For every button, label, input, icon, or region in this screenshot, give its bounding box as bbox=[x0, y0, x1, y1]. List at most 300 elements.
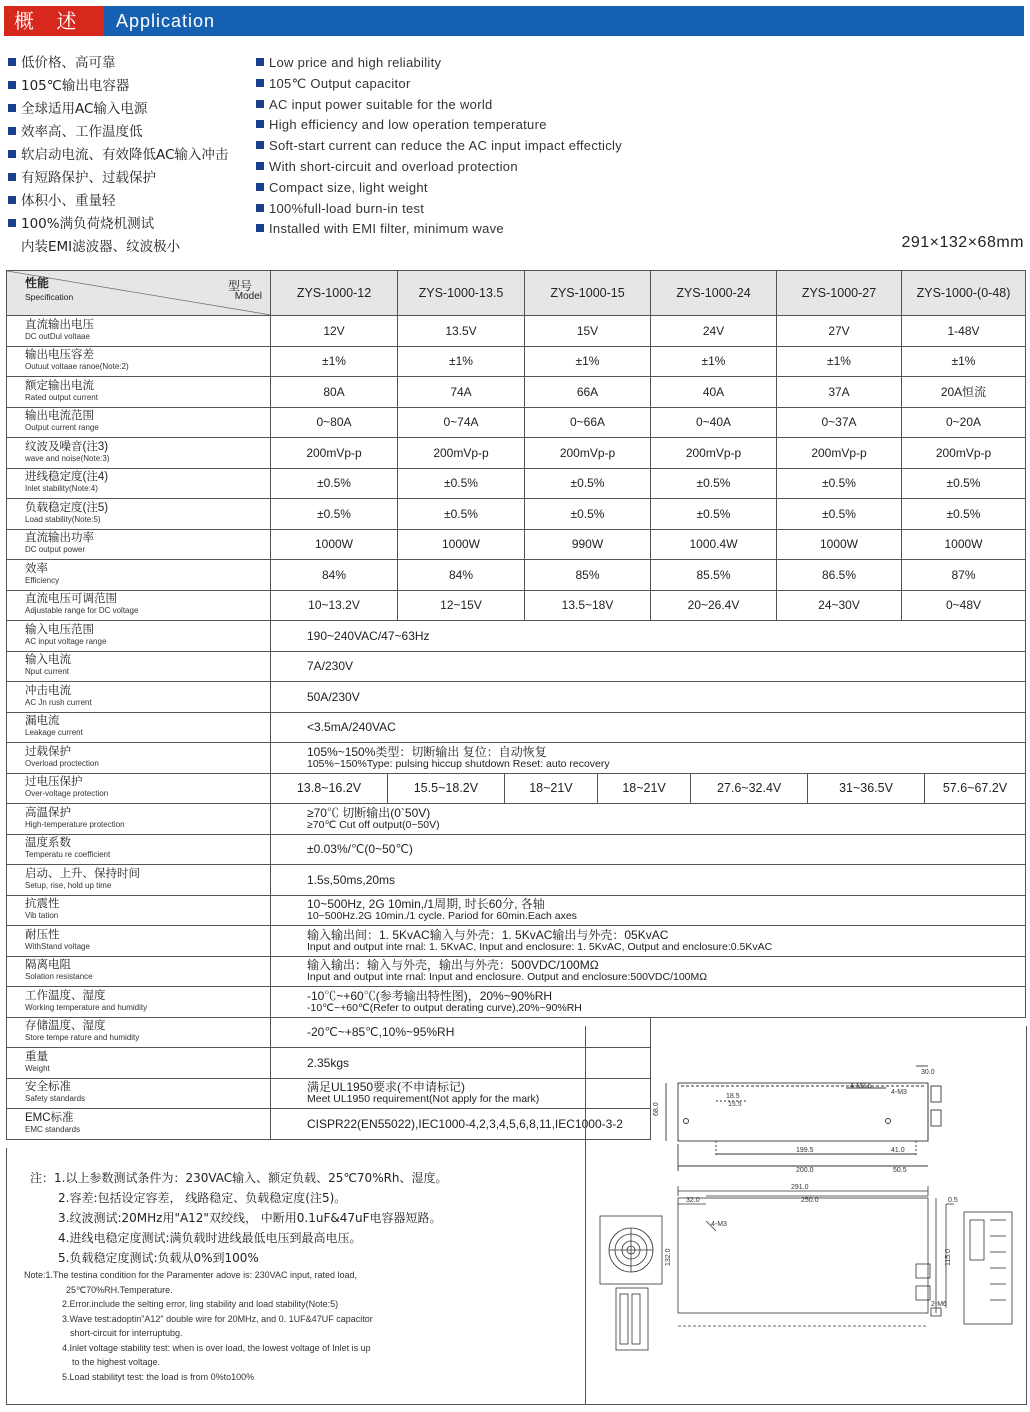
table-row bbox=[7, 621, 1026, 652]
value-cell: 24V bbox=[651, 316, 777, 347]
feature-cn-item: 全球适用AC输入电源 bbox=[8, 98, 228, 121]
svg-text:4-M3.5: 4-M3.5 bbox=[850, 1083, 872, 1090]
table-row bbox=[7, 895, 1026, 926]
front-panel-view bbox=[600, 1216, 662, 1350]
bullet-icon bbox=[8, 81, 16, 89]
value-cell: 0~74A bbox=[398, 407, 525, 438]
section-header bbox=[4, 6, 1024, 36]
value-cell: 84% bbox=[271, 560, 398, 591]
row-label bbox=[7, 1109, 271, 1140]
table-row bbox=[7, 316, 1026, 347]
svg-text:2-M6: 2-M6 bbox=[931, 1301, 947, 1308]
row-label-cn: 工作温度、湿度 bbox=[25, 989, 106, 1002]
value-cell: ±0.5% bbox=[398, 468, 525, 499]
feature-en-item: Soft-start current can reduce the AC input impact effecticly bbox=[256, 136, 622, 157]
svg-text:291.0: 291.0 bbox=[791, 1184, 809, 1191]
svg-text:132.0: 132.0 bbox=[665, 1248, 672, 1266]
row-label-en: WithStand voltage bbox=[25, 941, 90, 951]
row-label bbox=[7, 438, 271, 469]
table-row bbox=[7, 804, 1026, 835]
row-label bbox=[7, 834, 271, 865]
row-label-cn: 存储温度、湿度 bbox=[25, 1020, 106, 1033]
value-cell: ±0.5% bbox=[525, 468, 651, 499]
row-label-cn: 额定输出电流 bbox=[25, 379, 94, 392]
row-label-en: Rated output current bbox=[25, 392, 98, 402]
bullet-icon bbox=[8, 127, 16, 135]
value-cell: ±0.5% bbox=[271, 468, 398, 499]
top-view-labels bbox=[665, 1184, 958, 1308]
ovp-value-cell: 13.8~16.2V bbox=[271, 774, 388, 803]
note-en: 4.Inlet voltage stability test: when is over load, the lowest voltage of Inlet is up bbox=[62, 1342, 371, 1353]
features-en-list bbox=[256, 53, 622, 240]
notes bbox=[24, 1168, 590, 1384]
value-line: 7A/230V bbox=[307, 659, 354, 674]
row-label-en: Adjustable range for DC voltage bbox=[25, 606, 139, 616]
row-label bbox=[7, 407, 271, 438]
svg-text:0.5: 0.5 bbox=[948, 1197, 958, 1204]
ovp-value-cell: 27.6~32.4V bbox=[691, 774, 808, 803]
value-cell: 10~13.2V bbox=[271, 590, 398, 621]
row-label-en: Leakage current bbox=[25, 728, 83, 738]
value-cell: 1000W bbox=[398, 529, 525, 560]
spanned-value-cell bbox=[271, 895, 1026, 926]
row-label bbox=[7, 499, 271, 530]
value-cell: ±1% bbox=[777, 346, 902, 377]
value-line: ≥70℃ 切断输出(0`50V) bbox=[307, 805, 431, 820]
row-label bbox=[7, 468, 271, 499]
value-cell: 37A bbox=[777, 377, 902, 408]
value-cell: 0~80A bbox=[271, 407, 398, 438]
value-line: -10℃~+60℃(参考输出特性图)，20%~90%RH bbox=[307, 988, 553, 1003]
row-label-cn: 温度系数 bbox=[25, 837, 71, 850]
svg-text:68.0: 68.0 bbox=[653, 1102, 660, 1116]
row-label-en: DC output power bbox=[25, 545, 86, 555]
value-line: -20℃~+85℃,10%~95%RH bbox=[307, 1025, 455, 1040]
value-cell: 20~26.4V bbox=[651, 590, 777, 621]
row-label bbox=[7, 956, 271, 987]
value-cell: 12~15V bbox=[398, 590, 525, 621]
value-cell: 990W bbox=[525, 529, 651, 560]
value-cell: 27V bbox=[777, 316, 902, 347]
note-cn: 3.纹波测试:20MHz用"A12"双绞线， 中断用0.1uF&47uF电容器短路。 bbox=[58, 1211, 442, 1225]
model-label-en: Model bbox=[234, 291, 262, 302]
model-header: ZYS-1000-(0-48) bbox=[902, 271, 1026, 316]
table-row bbox=[7, 651, 1026, 682]
row-label bbox=[7, 1048, 271, 1079]
value-cell: 84% bbox=[398, 560, 525, 591]
value-line-en: 105%~150%Type: pulsing hiccup shutdown Reset: auto recovery bbox=[307, 757, 610, 770]
value-cell: 15V bbox=[525, 316, 651, 347]
row-label bbox=[7, 377, 271, 408]
value-cell: ±0.5% bbox=[777, 468, 902, 499]
dimension-drawing bbox=[586, 1026, 1026, 1404]
table-row bbox=[7, 529, 1026, 560]
value-cell: 13.5~18V bbox=[525, 590, 651, 621]
note-en: 2.Error.include the selting error, ling stability and load stability(Note:5) bbox=[62, 1299, 339, 1309]
row-label bbox=[7, 1017, 271, 1048]
row-label bbox=[7, 316, 271, 347]
table-row bbox=[7, 956, 1026, 987]
svg-text:115.0: 115.0 bbox=[945, 1249, 952, 1266]
spanned-value-cell bbox=[271, 987, 1026, 1018]
row-label-cn: 过电压保护 bbox=[25, 776, 83, 789]
value-cell: 1000W bbox=[902, 529, 1026, 560]
row-label-en: wave and noise(Note:3) bbox=[25, 453, 110, 463]
value-line: 10~500Hz, 2G 10min,/1周期, 时长60分, 各轴 bbox=[307, 897, 545, 912]
value-cell: 85.5% bbox=[651, 560, 777, 591]
note-en: 5.Load stabilityt test: the load is from 0%to100% bbox=[62, 1371, 255, 1382]
value-cell: 200mVp-p bbox=[271, 438, 398, 469]
table-row bbox=[7, 499, 1026, 530]
value-cell: 0~20A bbox=[902, 407, 1026, 438]
row-label bbox=[7, 987, 271, 1018]
features-cn-list bbox=[8, 52, 228, 259]
row-label-cn: 直流电压可调范围 bbox=[25, 593, 117, 606]
bullet-icon bbox=[256, 224, 264, 232]
value-line-en: Input and output inte rnal: 1. 5KvAC, Input and enclosure: 1. 5KvAC, Output and enclosure:0.5KvAC bbox=[307, 940, 773, 953]
value-cell: 12V bbox=[271, 316, 398, 347]
side-panel-view bbox=[946, 1204, 1012, 1324]
row-label bbox=[7, 926, 271, 957]
value-cell: 24~30V bbox=[777, 590, 902, 621]
table-row bbox=[7, 438, 1026, 469]
ovp-values bbox=[271, 773, 1026, 804]
value-cell: 200mVp-p bbox=[777, 438, 902, 469]
svg-text:200.0: 200.0 bbox=[796, 1167, 814, 1174]
value-line: 50A/230V bbox=[307, 689, 360, 704]
model-header: ZYS-1000-27 bbox=[777, 271, 902, 316]
value-cell: 1000.4W bbox=[651, 529, 777, 560]
feature-en-item: Compact size, light weight bbox=[256, 178, 622, 199]
value-cell: 1000W bbox=[777, 529, 902, 560]
bullet-icon bbox=[8, 104, 16, 112]
bullet-icon bbox=[256, 120, 264, 128]
value-cell: ±1% bbox=[902, 346, 1026, 377]
spanned-value-cell bbox=[271, 682, 1026, 713]
value-cell: 85% bbox=[525, 560, 651, 591]
row-label-en: EMC standards bbox=[25, 1124, 81, 1134]
row-label-en: Vib tation bbox=[25, 911, 59, 921]
feature-en-item: Installed with EMI filter, minimum wave bbox=[256, 219, 622, 240]
row-label-cn: 抗震性 bbox=[25, 898, 60, 911]
note-en: to the highest voltage. bbox=[72, 1357, 161, 1367]
value-cell: 74A bbox=[398, 377, 525, 408]
value-cell: ±1% bbox=[271, 346, 398, 377]
row-label-en: Temperatu re coefficient bbox=[25, 850, 111, 860]
value-line: 2.35kgs bbox=[307, 1055, 350, 1070]
ovp-value-cell: 18~21V bbox=[505, 774, 598, 803]
row-label-en: Nput current bbox=[25, 667, 70, 677]
spanned-value-cell bbox=[271, 712, 1026, 743]
model-header: ZYS-1000-13.5 bbox=[398, 271, 525, 316]
row-label-cn: 启动、上升、保持时间 bbox=[25, 867, 140, 880]
feature-cn-item: 有短路保护、过载保护 bbox=[8, 167, 228, 190]
spec-label-cn: 性能 bbox=[25, 276, 50, 290]
table-row bbox=[7, 712, 1026, 743]
model-label-cn: 型号 bbox=[227, 279, 252, 293]
value-cell: 200mVp-p bbox=[525, 438, 651, 469]
feature-en-item: 100%full-load burn-in test bbox=[256, 199, 622, 220]
table-row bbox=[7, 865, 1026, 896]
note-en: 25℃70%RH.Temperature. bbox=[66, 1284, 173, 1295]
row-label bbox=[7, 865, 271, 896]
bullet-icon bbox=[256, 141, 264, 149]
feature-cn-item: 体积小、重量轻 bbox=[8, 190, 228, 213]
value-line: 输入输出间：1. 5KvAC输入与外壳：1. 5KvAC输出与外壳：05KvAC bbox=[307, 927, 669, 942]
model-header: ZYS-1000-24 bbox=[651, 271, 777, 316]
row-label-en: Over-voltage protection bbox=[25, 789, 109, 799]
feature-cn-item: 低价格、高可靠 bbox=[8, 52, 228, 75]
table-row bbox=[7, 346, 1026, 377]
table-row bbox=[7, 590, 1026, 621]
row-label-en: Inlet stability(Note:4) bbox=[25, 484, 98, 494]
row-label-cn: 耐压性 bbox=[25, 928, 60, 941]
value-line: CISPR22(EN55022),IEC1000-4,2,3,4,5,6,8,11,IEC1000-3-2 bbox=[307, 1116, 623, 1131]
feature-en-item: 105℃ Output capacitor bbox=[256, 74, 622, 95]
value-cell: ±0.5% bbox=[271, 499, 398, 530]
side-view-box bbox=[666, 1066, 941, 1171]
row-label-en: Overload proctection bbox=[25, 758, 99, 768]
value-cell: ±0.5% bbox=[651, 499, 777, 530]
value-cell: 86.5% bbox=[777, 560, 902, 591]
value-line: 190~240VAC/47~63Hz bbox=[307, 628, 430, 643]
value-cell: ±0.5% bbox=[902, 468, 1026, 499]
row-label bbox=[7, 560, 271, 591]
row-label bbox=[7, 346, 271, 377]
row-label bbox=[7, 804, 271, 835]
svg-text:250.0: 250.0 bbox=[801, 1197, 819, 1204]
row-label-en: Weight bbox=[25, 1063, 50, 1073]
svg-text:4-M3: 4-M3 bbox=[891, 1089, 907, 1096]
note-cn: 2.容差:包括设定容差， 线路稳定、负载稳定度(注5)。 bbox=[58, 1191, 347, 1205]
bullet-icon bbox=[8, 173, 16, 181]
value-cell: 0~48V bbox=[902, 590, 1026, 621]
value-line: <3.5mA/240VAC bbox=[307, 720, 396, 735]
bullet-icon bbox=[256, 183, 264, 191]
model-header: ZYS-1000-12 bbox=[271, 271, 398, 316]
row-label-cn: 效率 bbox=[25, 562, 48, 575]
table-row bbox=[7, 377, 1026, 408]
table-row bbox=[7, 407, 1026, 438]
value-line: ±0.03%/℃(0~50℃) bbox=[307, 842, 413, 857]
value-line: 输入输出：输入与外壳，输出与外壳：500VDC/100MΩ bbox=[307, 958, 599, 973]
row-label-en: Load stability(Note:5) bbox=[25, 514, 101, 524]
row-label bbox=[7, 773, 271, 804]
row-label-en: Efficiency bbox=[25, 575, 60, 585]
bullet-icon bbox=[8, 219, 16, 227]
bullet-icon bbox=[256, 79, 264, 87]
svg-text:199.5: 199.5 bbox=[796, 1147, 814, 1154]
row-label-cn: EMC标准 bbox=[25, 1111, 74, 1124]
table-row bbox=[7, 468, 1026, 499]
bullet-icon bbox=[256, 100, 264, 108]
row-label-en: Safety standards bbox=[25, 1094, 86, 1104]
feature-en-item: Low price and high reliability bbox=[256, 53, 622, 74]
row-label-cn: 负载稳定度(注5) bbox=[25, 501, 109, 514]
row-label-cn: 漏电流 bbox=[25, 715, 60, 728]
table-row bbox=[7, 834, 1026, 865]
spec-table bbox=[6, 270, 1026, 1140]
drawing-box bbox=[585, 1026, 1027, 1405]
bullet-icon bbox=[256, 204, 264, 212]
row-label-cn: 输出电流范围 bbox=[25, 410, 94, 423]
value-cell: ±1% bbox=[651, 346, 777, 377]
value-cell: 200mVp-p bbox=[398, 438, 525, 469]
value-line: 满足UL1950要求(不申请标记) bbox=[307, 1080, 466, 1095]
row-label-en: High-temperature protection bbox=[25, 819, 125, 829]
value-line-en: 10~500Hz.2G 10min./1 cycle. Pariod for 60min.Each axes bbox=[307, 910, 577, 923]
table-row bbox=[7, 743, 1026, 774]
spanned-value-cell bbox=[271, 926, 1026, 957]
section-title-cn: 概 述 bbox=[4, 6, 104, 36]
row-label-cn: 隔离电阻 bbox=[25, 959, 71, 972]
row-label-cn: 直流输出功率 bbox=[25, 532, 94, 545]
feature-en-item: High efficiency and low operation temperature bbox=[256, 115, 622, 136]
spanned-value-cell bbox=[271, 804, 1026, 835]
table-row-ovp bbox=[7, 773, 1026, 804]
feature-cn-item: 内装EMI滤波器、纹波极小 bbox=[21, 239, 181, 255]
note-cn: 5.负载稳定度测试:负载从0%到100% bbox=[58, 1251, 259, 1265]
row-label-en: Store tempe rature and humidity bbox=[25, 1033, 140, 1043]
value-cell: 66A bbox=[525, 377, 651, 408]
value-line: 1.5s,50ms,20ms bbox=[307, 872, 396, 887]
row-label-en: AC input voltage range bbox=[25, 636, 107, 646]
row-label-cn: 重量 bbox=[25, 1050, 48, 1063]
ovp-value-cell: 57.6~67.2V bbox=[942, 780, 1008, 795]
table-row bbox=[7, 926, 1026, 957]
note-en: 3.Wave test:adoptin"A12" double wire for 20MHz, and 0. 1UF&47UF capacitor bbox=[62, 1313, 373, 1324]
svg-text:4-M3: 4-M3 bbox=[711, 1221, 727, 1228]
value-cell: ±0.5% bbox=[525, 499, 651, 530]
table-row bbox=[7, 560, 1026, 591]
value-cell: 1-48V bbox=[902, 316, 1026, 347]
row-label bbox=[7, 712, 271, 743]
row-label bbox=[7, 682, 271, 713]
feature-cn-item: 软启动电流、有效降低AC输入冲击 bbox=[8, 144, 228, 167]
spec-model-header bbox=[7, 271, 271, 316]
svg-text:32.0: 32.0 bbox=[686, 1197, 700, 1204]
feature-en-item: AC input power suitable for the world bbox=[256, 95, 622, 116]
value-cell: 200mVp-p bbox=[902, 438, 1026, 469]
value-cell: 0~37A bbox=[777, 407, 902, 438]
row-label-en: Working temperature and humidity bbox=[25, 1002, 148, 1012]
row-label-cn: 高温保护 bbox=[25, 806, 71, 819]
row-label-cn: 纹波及噪音(注3) bbox=[25, 440, 109, 453]
value-cell: 200mVp-p bbox=[651, 438, 777, 469]
row-label-cn: 直流输出电压 bbox=[25, 318, 94, 331]
value-line-en: Meet UL1950 requirement(Not apply for the mark) bbox=[307, 1093, 540, 1106]
spec-label-en: Specification bbox=[25, 292, 74, 302]
spanned-value-cell bbox=[271, 621, 1026, 652]
row-label bbox=[7, 529, 271, 560]
value-cell: ±0.5% bbox=[398, 499, 525, 530]
row-label bbox=[7, 590, 271, 621]
note-en: Note:1.The testina condition for the Paramenter adove is: 230VAC input, rated load, bbox=[24, 1270, 358, 1280]
value-cell: 40A bbox=[651, 377, 777, 408]
note-cn: 4.进线电稳定度测试:满负载时进线最低电压到最高电压。 bbox=[58, 1231, 362, 1245]
side-view-labels bbox=[653, 1069, 935, 1174]
svg-text:30.0: 30.0 bbox=[921, 1069, 935, 1076]
bullet-icon bbox=[8, 196, 16, 204]
value-cell: 1000W bbox=[271, 529, 398, 560]
svg-text:50.5: 50.5 bbox=[893, 1167, 907, 1174]
value-cell: 20A恒流 bbox=[902, 377, 1026, 408]
svg-text:41.0: 41.0 bbox=[891, 1147, 905, 1154]
row-label bbox=[7, 651, 271, 682]
value-cell: ±1% bbox=[525, 346, 651, 377]
row-label-en: Solation resistance bbox=[25, 972, 93, 982]
row-label-en: Output current range bbox=[25, 423, 99, 433]
row-label-cn: 安全标准 bbox=[25, 1081, 71, 1094]
value-cell: ±0.5% bbox=[902, 499, 1026, 530]
row-label-en: DC outDul voltaae bbox=[25, 331, 90, 341]
svg-text:15.5: 15.5 bbox=[728, 1101, 742, 1108]
table-header-row bbox=[7, 271, 1026, 316]
value-cell: ±0.5% bbox=[777, 499, 902, 530]
row-label-en: Setup, rise, hold up time bbox=[25, 880, 112, 890]
value-cell: 13.5V bbox=[398, 316, 525, 347]
value-cell: 0~66A bbox=[525, 407, 651, 438]
value-cell: ±1% bbox=[398, 346, 525, 377]
spanned-value-cell bbox=[271, 651, 1026, 682]
value-cell: 87% bbox=[902, 560, 1026, 591]
table-row bbox=[7, 987, 1026, 1018]
value-line-en: -10℃~+60℃(Refer to output derating curve),20%~90%RH bbox=[307, 1001, 582, 1014]
bullet-icon bbox=[256, 162, 264, 170]
value-cell: 0~40A bbox=[651, 407, 777, 438]
row-label-cn: 过载保护 bbox=[25, 745, 71, 758]
row-label-cn: 进线稳定度(注4) bbox=[25, 471, 109, 484]
bullet-icon bbox=[8, 58, 16, 66]
spanned-value-cell bbox=[271, 743, 1026, 774]
row-label-cn: 输入电压范围 bbox=[25, 623, 94, 636]
value-line: 105%~150%类型：切断输出 复位：自动恢复 bbox=[307, 744, 547, 759]
ovp-value-cell: 31~36.5V bbox=[808, 774, 925, 803]
note-cn: 注：1.以上参数测试条件为：230VAC输入、额定负载、25℃70%Rh、湿度。 bbox=[30, 1171, 448, 1185]
feature-en-item: With short-circuit and overload protection bbox=[256, 157, 622, 178]
row-label bbox=[7, 1078, 271, 1109]
section-title-en: Application bbox=[116, 11, 216, 31]
table-row bbox=[7, 682, 1026, 713]
feature-cn-item: 100%满负荷烧机测试 bbox=[8, 213, 228, 236]
ovp-value-cell: 15.5~18.2V bbox=[388, 774, 505, 803]
dimensions-label: 291×132×68mm bbox=[901, 234, 1024, 251]
feature-cn-item: 105℃输出电容器 bbox=[8, 75, 228, 98]
svg-text:18.5: 18.5 bbox=[726, 1093, 740, 1100]
row-label-cn: 输出电压容差 bbox=[25, 349, 94, 362]
row-label bbox=[7, 743, 271, 774]
value-cell: ±0.5% bbox=[651, 468, 777, 499]
spanned-value-cell bbox=[271, 834, 1026, 865]
row-label bbox=[7, 621, 271, 652]
ovp-value-cell: 18~21V bbox=[598, 774, 691, 803]
value-cell: 80A bbox=[271, 377, 398, 408]
feature-cn-item: 效率高、工作温度低 bbox=[8, 121, 228, 144]
value-line-en: ≥70℃ Cut off output(0~50V) bbox=[307, 818, 440, 831]
note-en: short-circuit for interruptubg. bbox=[70, 1328, 183, 1338]
top-view-box bbox=[678, 1186, 946, 1326]
row-label-en: AC Jn rush current bbox=[25, 697, 92, 707]
row-label-cn: 输入电流 bbox=[25, 654, 71, 667]
row-label-en: Outuut voltaae ranoe(Note:2) bbox=[25, 362, 129, 372]
spanned-value-cell bbox=[271, 865, 1026, 896]
bullet-icon bbox=[256, 58, 264, 66]
value-line-en: Input and output inte rnal: Input and enclosure. Output and enclosure:500VDC/100MΩ bbox=[307, 971, 708, 984]
spanned-value-cell bbox=[271, 956, 1026, 987]
bullet-icon bbox=[8, 150, 16, 158]
row-label-cn: 冲击电流 bbox=[25, 684, 71, 697]
row-label bbox=[7, 895, 271, 926]
